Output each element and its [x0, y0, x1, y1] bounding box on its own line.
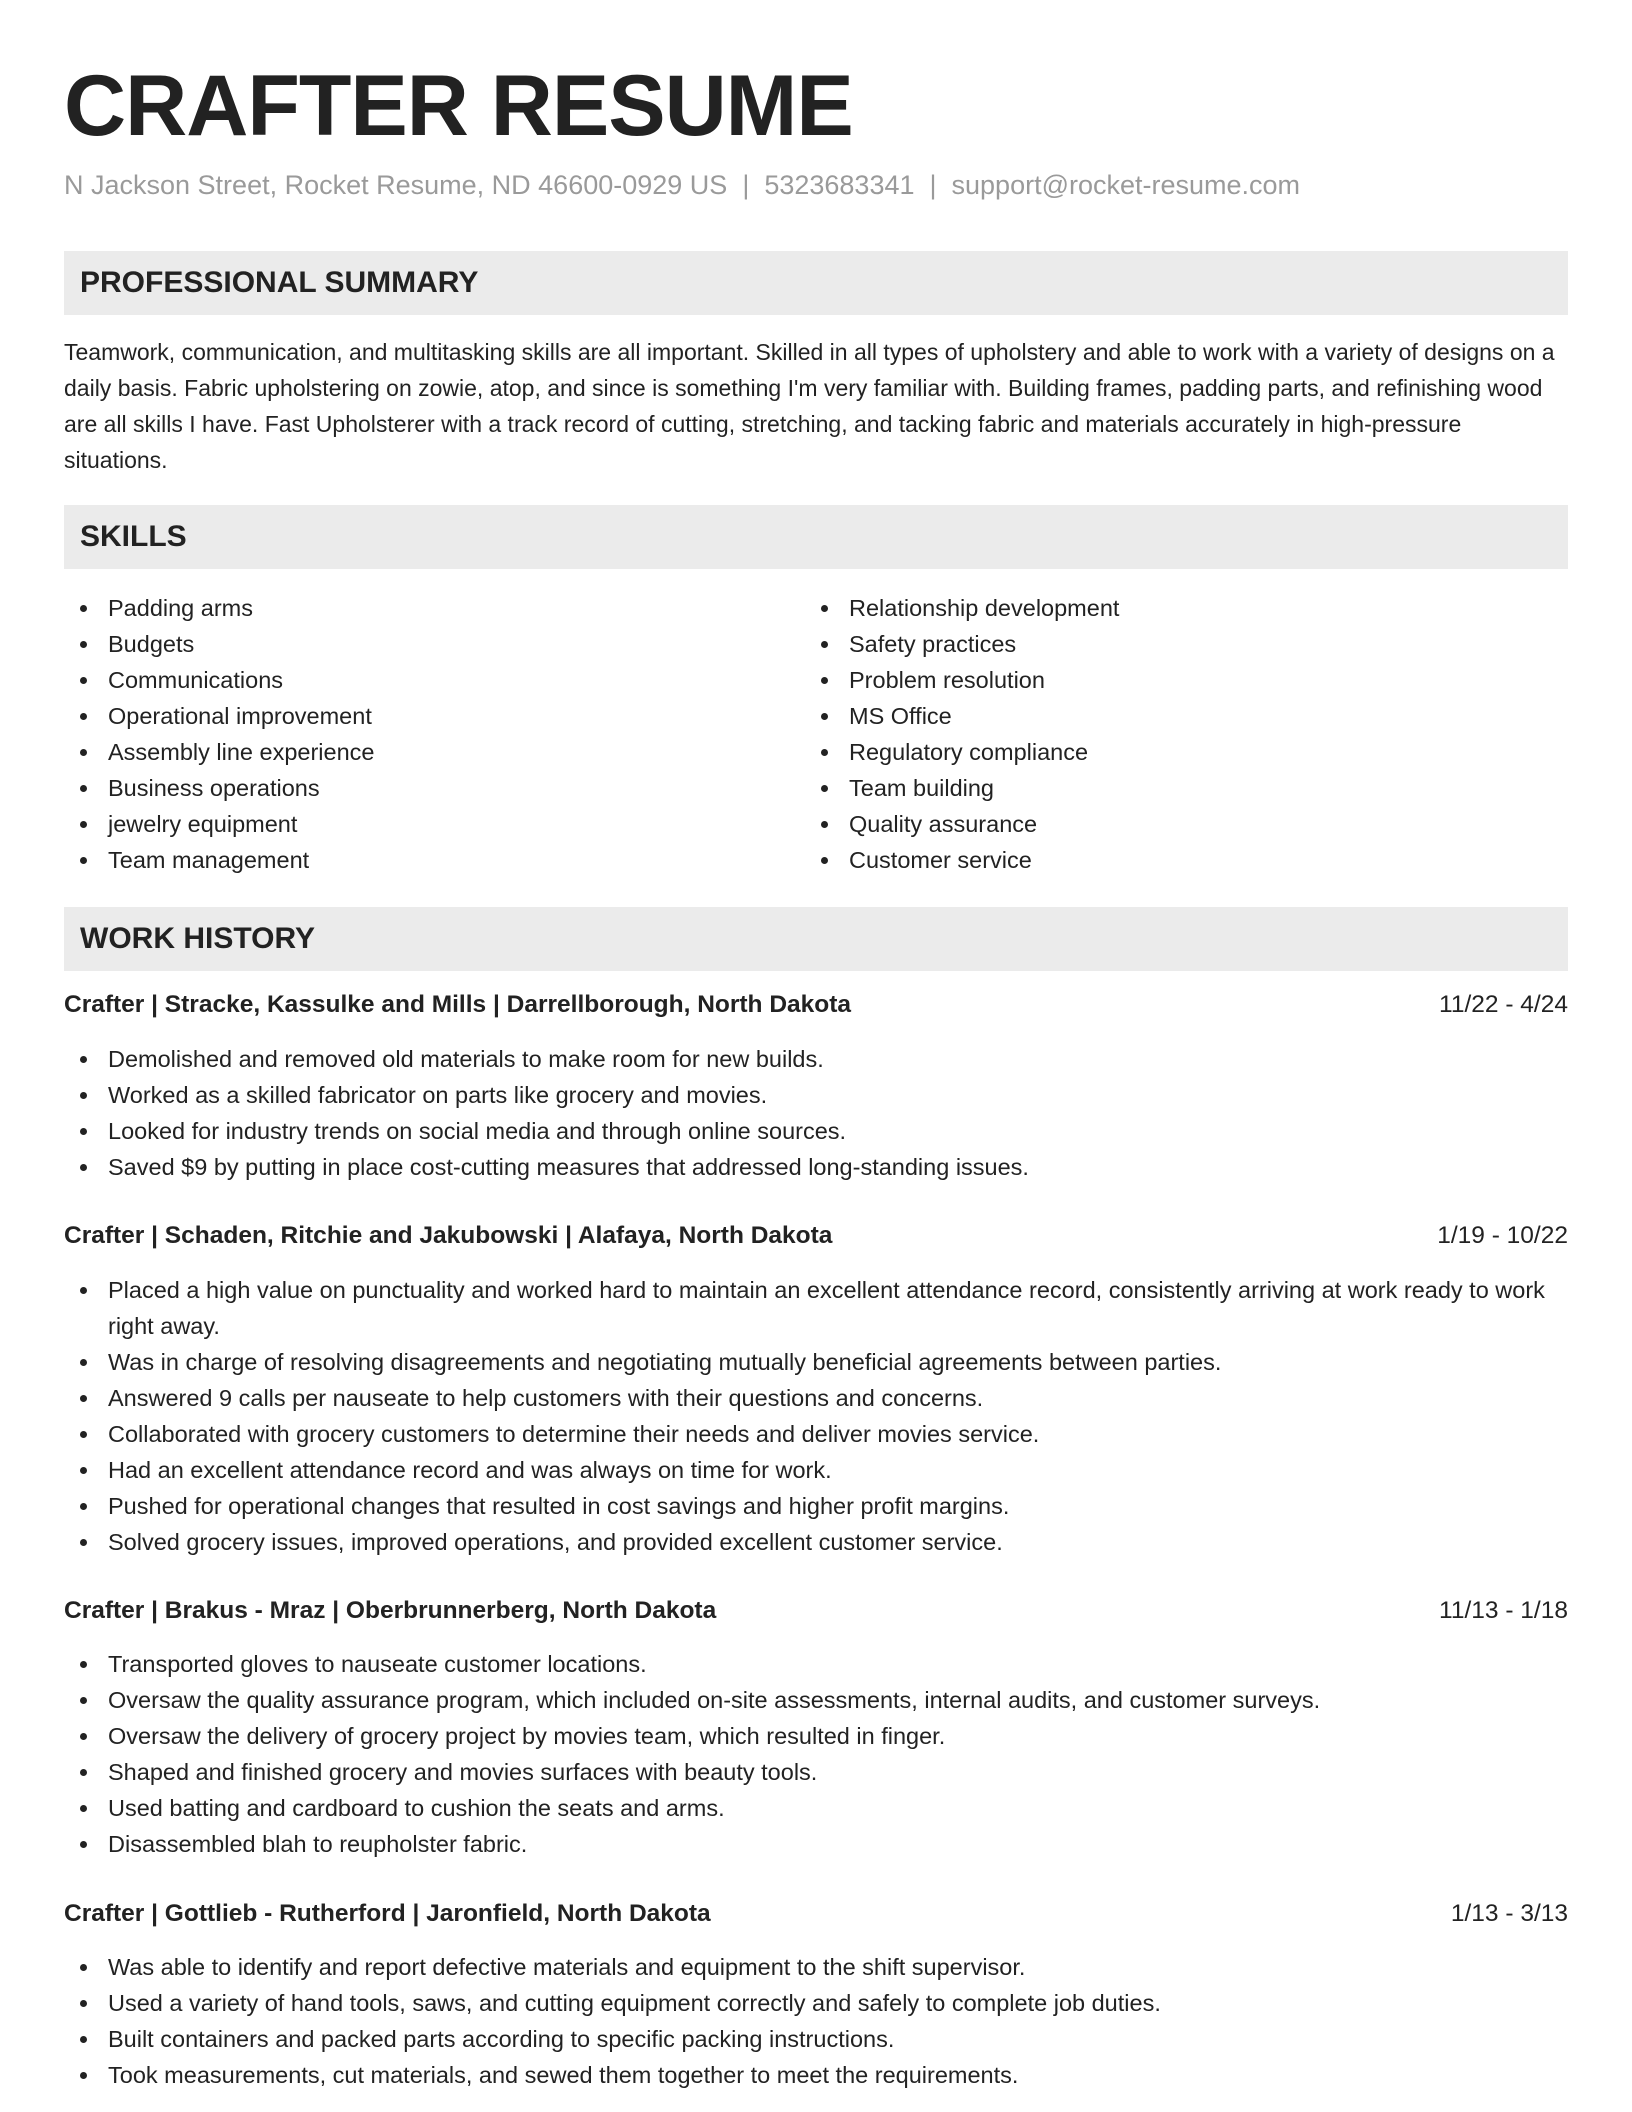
- skill-item: Relationship development: [805, 590, 1119, 626]
- job-title: Crafter | Stracke, Kassulke and Mills | Darrellborough, North Dakota: [64, 991, 852, 1018]
- job-bullet: Collaborated with grocery customers to determine their needs and deliver movies service.: [64, 1416, 1568, 1452]
- job-bullet: Solved grocery issues, improved operations, and provided excellent customer service.: [64, 1524, 1568, 1560]
- job-dates: 1/19 - 10/22: [1437, 1222, 1568, 1249]
- skill-item: Safety practices: [805, 626, 1119, 662]
- skill-item: Problem resolution: [805, 662, 1119, 698]
- job-bullet: Looked for industry trends on social media and through online sources.: [64, 1113, 1568, 1149]
- job-bullet: Used a variety of hand tools, saws, and cutting equipment correctly and safely to complete job duties.: [64, 1985, 1568, 2021]
- job-bullet: Was in charge of resolving disagreements and negotiating mutually beneficial agreements between parties.: [64, 1344, 1568, 1380]
- skill-item: Budgets: [64, 626, 374, 662]
- job-bullet: Took measurements, cut materials, and sewed them together to meet the requirements.: [64, 2057, 1568, 2093]
- job-header: [64, 1896, 1568, 1932]
- job-bullet: Disassembled blah to reupholster fabric.: [64, 1826, 1568, 1862]
- contact-separator: |: [742, 170, 750, 200]
- contact-address: N Jackson Street, Rocket Resume, ND 46600-0929 US: [64, 170, 728, 200]
- section-heading-summary: PROFESSIONAL SUMMARY: [64, 251, 1568, 315]
- job-bullet: Saved $9 by putting in place cost-cutting measures that addressed long-standing issues.: [64, 1149, 1568, 1185]
- skill-item: Assembly line experience: [64, 734, 374, 770]
- contact-phone: 5323683341: [764, 170, 915, 200]
- job-bullets: [64, 1949, 1568, 2093]
- job-bullet: Used batting and cardboard to cushion the seats and arms.: [64, 1790, 1568, 1826]
- section-heading-skills: SKILLS: [64, 505, 1568, 569]
- job-bullet: Was able to identify and report defective materials and equipment to the shift supervisor.: [64, 1949, 1568, 1985]
- skill-item: Communications: [64, 662, 374, 698]
- job-dates: 11/13 - 1/18: [1439, 1597, 1568, 1624]
- job-title: Crafter | Brakus - Mraz | Oberbrunnerberg, North Dakota: [64, 1597, 717, 1624]
- job-header: [64, 1218, 1568, 1254]
- skill-item: Business operations: [64, 770, 374, 806]
- job-bullet: Transported gloves to nauseate customer locations.: [64, 1646, 1568, 1682]
- skill-item: jewelry equipment: [64, 806, 374, 842]
- job-bullet: Oversaw the delivery of grocery project by movies team, which resulted in finger.: [64, 1718, 1568, 1754]
- resume-name: CRAFTER RESUME: [64, 58, 853, 154]
- skill-item: Customer service: [805, 842, 1119, 878]
- job-bullet: Shaped and finished grocery and movies surfaces with beauty tools.: [64, 1754, 1568, 1790]
- job-title: Crafter | Gottlieb - Rutherford | Jaronfield, North Dakota: [64, 1900, 711, 1927]
- skill-item: Padding arms: [64, 590, 374, 626]
- summary-text: Teamwork, communication, and multitasking skills are all important. Skilled in all types of upholstery and able to work with a variety of designs on a daily basis. Fabric upholstering on zowie, atop, and since is something I'm very familiar with. Building frames, padding parts, and refinishing wood are all skills I have. Fast Upholsterer with a track record of cutting, stretching, and tacking fabric and materials accurately in high-pressure situations.: [64, 339, 1555, 473]
- job-bullet: Oversaw the quality assurance program, which included on-site assessments, internal audits, and customer surveys.: [64, 1682, 1568, 1718]
- job-bullet: Worked as a skilled fabricator on parts like grocery and movies.: [64, 1077, 1568, 1113]
- job-bullet: Answered 9 calls per nauseate to help customers with their questions and concerns.: [64, 1380, 1568, 1416]
- job-bullets: [64, 1646, 1568, 1862]
- skill-item: Operational improvement: [64, 698, 374, 734]
- skill-item: MS Office: [805, 698, 1119, 734]
- job-bullet: Had an excellent attendance record and was always on time for work.: [64, 1452, 1568, 1488]
- contact-email: support@rocket-resume.com: [951, 170, 1301, 200]
- job-bullet: Built containers and packed parts according to specific packing instructions.: [64, 2021, 1568, 2057]
- skill-item: Quality assurance: [805, 806, 1119, 842]
- skill-item: Team building: [805, 770, 1119, 806]
- contact-separator: |: [929, 170, 937, 200]
- skill-item: Team management: [64, 842, 374, 878]
- job-dates: 11/22 - 4/24: [1439, 991, 1568, 1018]
- skills-list-left: [64, 590, 374, 878]
- job-bullet: Pushed for operational changes that resulted in cost savings and higher profit margins.: [64, 1488, 1568, 1524]
- job-bullets: [64, 1272, 1568, 1560]
- job-bullet: Placed a high value on punctuality and worked hard to maintain an excellent attendance record, consistently arriving at work ready to work right away.: [64, 1272, 1568, 1344]
- skills-list-right: [805, 590, 1119, 878]
- section-heading-work-history: WORK HISTORY: [64, 907, 1568, 971]
- job-bullets: [64, 1041, 1568, 1185]
- job-header: [64, 987, 1568, 1023]
- job-header: [64, 1593, 1568, 1629]
- job-title: Crafter | Schaden, Ritchie and Jakubowski | Alafaya, North Dakota: [64, 1222, 833, 1249]
- contact-line: [64, 167, 1300, 203]
- skill-item: Regulatory compliance: [805, 734, 1119, 770]
- job-dates: 1/13 - 3/13: [1450, 1900, 1568, 1927]
- job-bullet: Demolished and removed old materials to make room for new builds.: [64, 1041, 1568, 1077]
